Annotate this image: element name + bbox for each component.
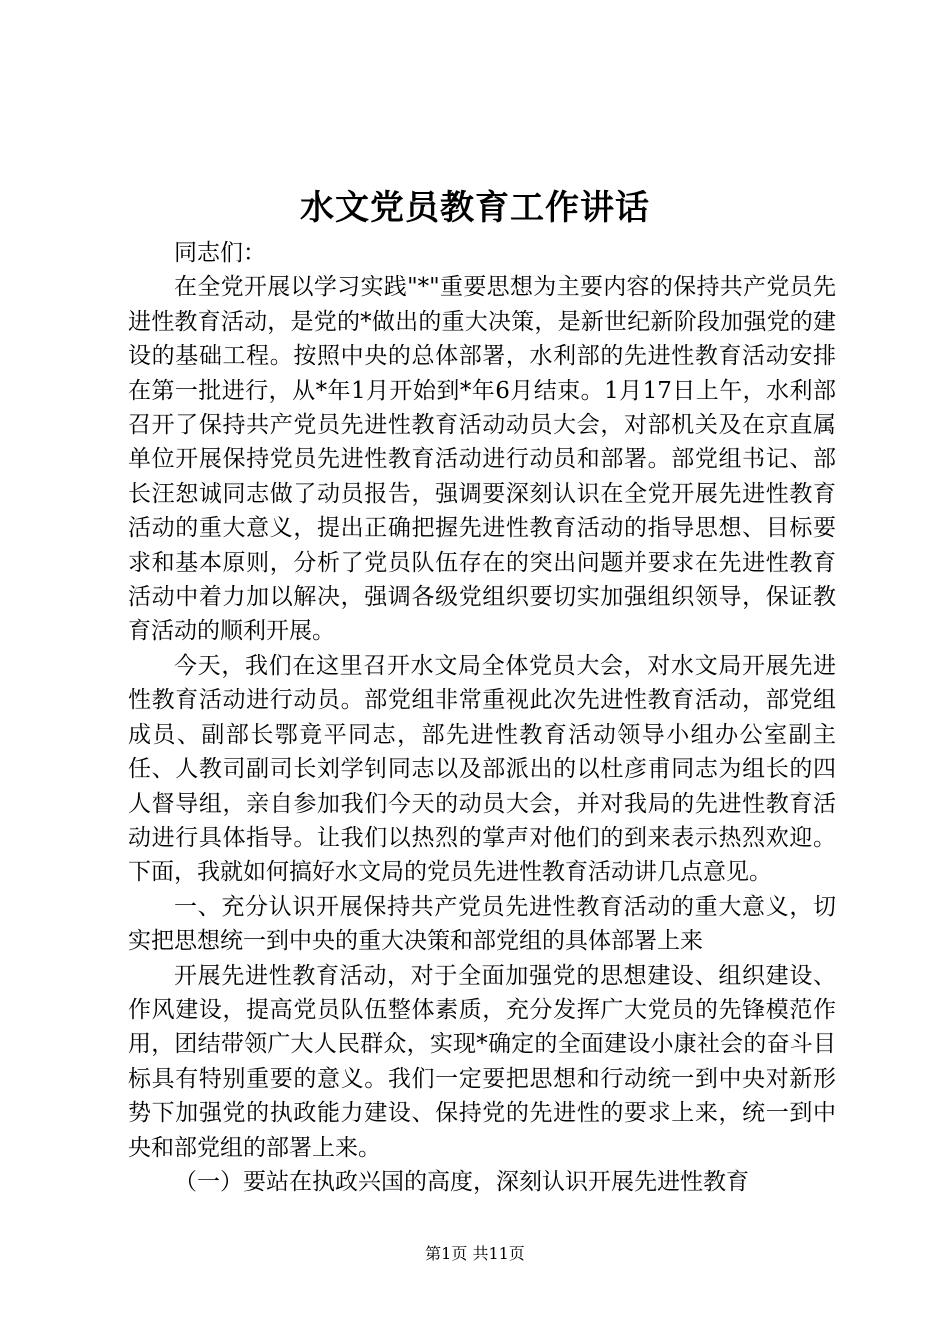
document-title: 水文党员教育工作讲话 [300,188,650,228]
salutation-paragraph: 同志们： [174,240,266,266]
page-number-footer: 第1页 共11页 [425,1244,525,1263]
document-body [128,236,836,1199]
subsection-heading-paragraph: （一）要站在执政兴国的高度，深刻认识开展先进性教育 [174,1168,749,1195]
body-paragraph: 今天，我们在这里召开水文局全体党员大会，对水文局开展先进性教育活动进行动员。部党组非常重视此次先进性教育活动，部党组成员、副部长鄂竟平同志，部先进性教育活动领导小组办公室副主任、人教司副司长刘学钊同志以及部派出的以杜彦甫同志为组长的四人督导组，亲自参加我们今天的动员大会，并对我局的先进性教育活动进行具体指导。让我们以热烈的掌声对他们的到来表示热烈欢迎。下面，我就如何搞好水文局的党员先进性教育活动讲几点意见。 [128,652,836,886]
section-heading-paragraph: 一、充分认识开展保持共产党员先进性教育活动的重大意义，切实把思想统一到中央的重大决策和部党组的具体部署上来 [128,893,836,955]
body-paragraph: 在全党开展以学习实践"*"重要思想为主要内容的保持共产党员先进性教育活动，是党的*做出的重大决策，是新世纪新阶段加强党的建设的基础工程。按照中央的总体部署，水利部的先进性教育活动安排在第一批进行，从*年1月开始到*年6月结束。1月17日上午，水利部召开了保持共产党员先进性教育活动动员大会，对部机关及在京直属单位开展保持党员先进性教育活动进行动员和部署。部党组书记、部长汪恕诚同志做了动员报告，强调要深刻认识在全党开展先进性教育活动的重大意义，提出正确把握先进性教育活动的指导思想、目标要求和基本原则，分析了党员队伍存在的突出问题并要求在先进性教育活动中着力加以解决，强调各级党组织要切实加强组织领导，保证教育活动的顺利开展。 [128,274,836,645]
body-paragraph: 开展先进性教育活动，对于全面加强党的思想建设、组织建设、作风建设，提高党员队伍整体素质，充分发挥广大党员的先锋模范作用，团结带领广大人民群众，实现*确定的全面建设小康社会的奋斗目标具有特别重要的意义。我们一定要把思想和行动统一到中央对新形势下加强党的执政能力建设、保持党的先进性的要求上来，统一到中央和部党组的部署上来。 [128,962,836,1161]
